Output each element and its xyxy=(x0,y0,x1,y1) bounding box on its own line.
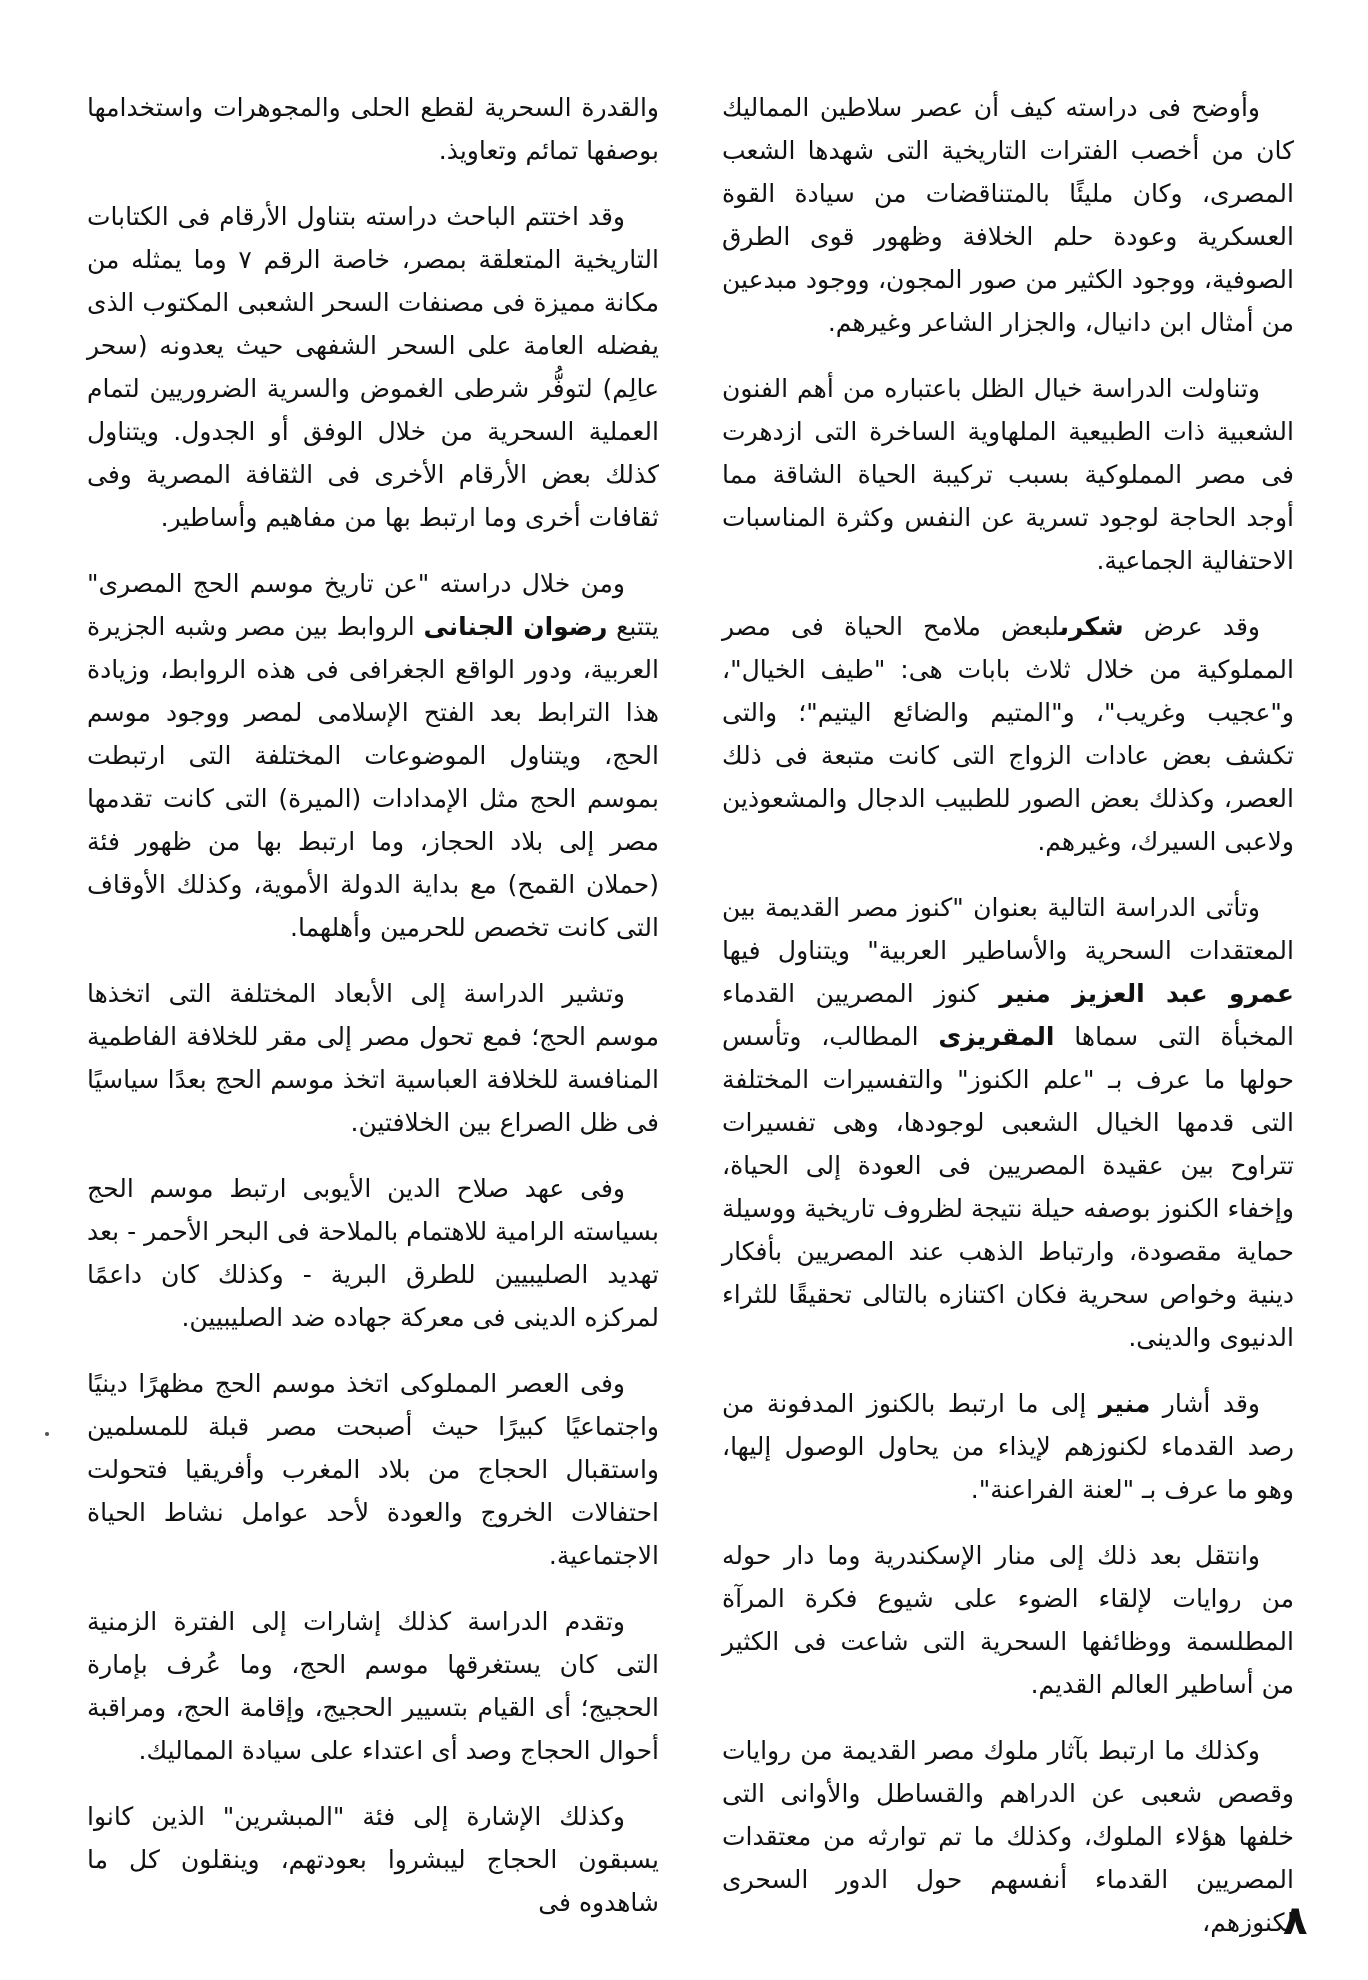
paragraph xyxy=(722,605,1294,863)
paragraph xyxy=(722,886,1294,1359)
paragraph: وكذلك الإشارة إلى فئة "المبشرين" الذين كانوا يسبقون الحجاج ليبشروا بعودتهم، وينقلون كل ما شاهدوه فى xyxy=(87,1802,659,1917)
paragraph: وأوضح فى دراسته كيف أن عصر سلاطين المماليك كان من أخصب الفترات التاريخية التى شهدها الشعب المصرى، وكان مليئًا بالمتناقضات من سيادة القوة العسكرية وعودة حلم الخلافة وظهور قوى الطرق الصوفية، ووجود الكثير من صور المجون، ووجود مبدعين من أمثال ابن دانيال، والجزار الشاعر وغيرهم. xyxy=(722,93,1294,337)
paragraph xyxy=(722,1382,1294,1511)
margin-mark xyxy=(45,1432,49,1436)
author-name: المقريزى xyxy=(938,1022,1055,1051)
author-name: شكرى xyxy=(1059,612,1124,641)
author-name: منير xyxy=(1098,1389,1151,1418)
paragraph-text: كنوز المصريين القدماء المخبأة التى سماها xyxy=(722,979,1294,1051)
paragraph-text: إلى ما ارتبط بالكنوز المدفونة من رصد القدماء لكنوزهم لإيذاء من يحاول الوصول إليها، وهو ما عرف بـ "لعنة الفراعنة". xyxy=(722,1389,1294,1504)
left-column xyxy=(87,86,659,1947)
paragraph: وفى عهد صلاح الدين الأيوبى ارتبط موسم الحج بسياسته الرامية للاهتمام بالملاحة فى البحر الأحمر - بعد تهديد الصليبيين للطرق البرية - وكذلك كان داعمًا لمركزه الدينى فى معركة جهاده ضد الصليبيين. xyxy=(87,1174,659,1332)
author-name: رضوان الجنانى xyxy=(423,612,608,641)
paragraph xyxy=(87,562,659,949)
paragraph: وتشير الدراسة إلى الأبعاد المختلفة التى اتخذها موسم الحج؛ فمع تحول مصر إلى مقر للخلافة الفاطمية المنافسة للخلافة العباسية اتخذ موسم الحج بعدًا سياسيًا فى ظل الصراع بين الخلافتين. xyxy=(87,979,659,1137)
paragraph: وكذلك ما ارتبط بآثار ملوك مصر القديمة من روايات وقصص شعبى عن الدراهم والقساطل والأوانى التى خلفها هؤلاء الملوك، وكذلك ما تم توارثه من معتقدات المصريين القدماء أنفسهم حول الدور السحرى لكنوزهم، xyxy=(722,1736,1294,1937)
paragraph-text: الروابط بين مصر وشبه الجزيرة العربية، ودور الواقع الجغرافى فى هذه الروابط، وزيادة هذا الترابط بعد الفتح الإسلامى لمصر ووجود موسم الحج، ويتناول الموضوعات المختلفة التى ارتبطت بموسم الحج مثل الإمدادات (الميرة) التى كانت تقدمها مصر إلى بلاد الحجاز، وما ارتبط بها من ظهور فئة (حملان القمح) مع بداية الدولة الأموية، وكذلك الأوقاف التى كانت تخصص للحرمين وأهلهما. xyxy=(87,612,659,942)
paragraph: وفى العصر المملوكى اتخذ موسم الحج مظهرًا دينيًا واجتماعيًا كبيرًا حيث أصبحت مصر قبلة للمسلمين واستقبال الحجاج من بلاد المغرب وأفريقيا فتحولت احتفالات الخروج والعودة لأحد عوامل نشاط الحياة الاجتماعية. xyxy=(87,1369,659,1570)
paragraph-text: ومن خلال دراسته "عن تاريخ موسم الحج المصرى" يتتبع xyxy=(87,569,659,641)
paragraph-text: المطالب، وتأسس حولها ما عرف بـ "علم الكنوز" والتفسيرات المختلفة التى قدمها الخيال الشعبى لوجودها، وهى تفسيرات تتراوح بين عقيدة المصريين فى العودة إلى الحياة، وإخفاء الكنوز بوصفه حيلة نتيجة لظروف تاريخية ووسيلة حماية مقصودة، وارتباط الذهب عند المصريين بأفكار دينية وخواص سحرية فكان اكتنازه بالتالى تحقيقًا للثراء الدنيوى والدينى. xyxy=(722,1022,1294,1352)
paragraph: والقدرة السحرية لقطع الحلى والمجوهرات واستخدامها بوصفها تمائم وتعاويذ. xyxy=(87,93,659,165)
right-column xyxy=(722,86,1294,1967)
author-name: عمرو عبد العزيز منير xyxy=(999,979,1294,1008)
paragraph-text: وتأتى الدراسة التالية بعنوان "كنوز مصر القديمة بين المعتقدات السحرية والأساطير العربية" ويتناول فيها xyxy=(722,893,1294,965)
paragraph-text: وقد عرض xyxy=(1123,612,1261,641)
paragraph: وانتقل بعد ذلك إلى منار الإسكندرية وما دار حوله من روايات لإلقاء الضوء على شيوع فكرة المرآة المطلسمة ووظائفها السحرية التى شاعت فى الكثير من أساطير العالم القديم. xyxy=(722,1541,1294,1699)
paragraph: وتقدم الدراسة كذلك إشارات إلى الفترة الزمنية التى كان يستغرقها موسم الحج، وما عُرف بإمارة الحجيج؛ أى القيام بتسيير الحجيج، وإقامة الحج، ومراقبة أحوال الحجاج وصد أى اعتداء على سيادة المماليك. xyxy=(87,1607,659,1765)
paragraph: وتناولت الدراسة خيال الظل باعتباره من أهم الفنون الشعبية ذات الطبيعية الملهاوية الساخرة التى ازدهرت فى مصر المملوكية بسبب تركيبة الحياة الشاقة مما أوجد الحاجة لوجود تسرية عن النفس وكثرة المناسبات الاحتفالية الجماعية. xyxy=(722,374,1294,575)
paragraph: وقد اختتم الباحث دراسته بتناول الأرقام فى الكتابات التاريخية المتعلقة بمصر، خاصة الرقم ٧ وما يمثله من مكانة مميزة فى مصنفات السحر الشعبى المكتوب الذى يفضله العامة على السحر الشفهى حيث يعدونه (سحر عالِم) لتوفُّر شرطى الغموض والسرية الضروريين لتمام العملية السحرية من خلال الوفق أو الجدول. ويتناول كذلك بعض الأرقام الأخرى فى الثقافة المصرية وفى ثقافات أخرى وما ارتبط بها من مفاهيم وأساطير. xyxy=(87,202,659,532)
page-number: ٨ xyxy=(1283,1898,1308,1944)
paragraph-text: وقد أشار xyxy=(1150,1389,1260,1418)
paragraph-text: لبعض ملامح الحياة فى مصر المملوكية من خلال ثلاث بابات هى: "طيف الخيال"، و"عجيب وغريب"، و"المتيم والضائع اليتيم"؛ والتى تكشف بعض عادات الزواج التى كانت متبعة فى ذلك العصر، وكذلك بعض الصور للطبيب الدجال والمشعوذين ولاعبى السيرك، وغيرهم. xyxy=(722,612,1294,856)
